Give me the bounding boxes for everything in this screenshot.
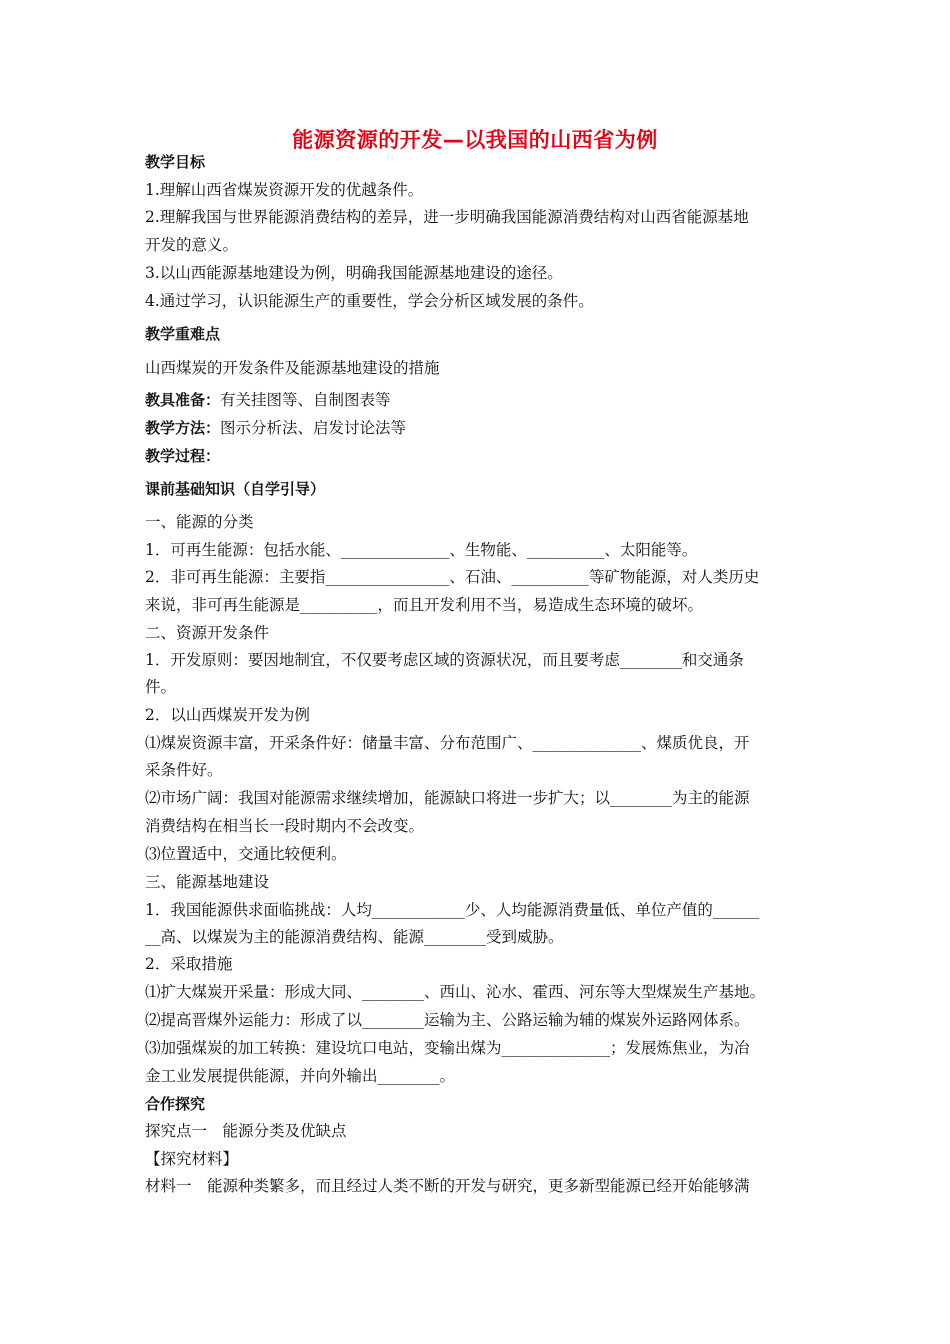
prestudy-line: ⑶加强煤炭的加工转换：建设坑口电站，变输出煤为______________；发展炼焦业，为冶 xyxy=(145,1039,750,1057)
process-heading: 教学过程： xyxy=(145,447,221,465)
prestudy-line: 2．非可再生能源：主要指________________、石油、__________等矿物能源，对人类历史 xyxy=(145,568,760,586)
objective-item: 开发的意义。 xyxy=(145,236,239,254)
objective-item: 2.理解我国与世界能源消费结构的差异，进一步明确我国能源消费结构对山西省能源基地 xyxy=(145,208,749,226)
prestudy-line: 来说，非可再生能源是__________，而且开发利用不当，易造成生态环境的破坏。 xyxy=(145,596,704,614)
prestudy-line: ⑴扩大煤炭开采量：形成大同、________、西山、沁水、霍西、河东等大型煤炭生产基地。 xyxy=(145,983,766,1001)
prestudy-line: 件。 xyxy=(145,678,177,696)
cooperation-heading: 合作探究 xyxy=(145,1095,206,1113)
methods-line xyxy=(145,418,406,438)
keypoints-heading: 教学重难点 xyxy=(145,325,221,343)
tools-line xyxy=(145,390,391,410)
exploration-point: 探究点一 能源分类及优缺点 xyxy=(145,1122,347,1140)
prestudy-line: 一、能源的分类 xyxy=(145,513,254,531)
prestudy-line: 1．开发原则：要因地制宜，不仅要考虑区域的资源状况，而且要考虑________和交通条 xyxy=(145,651,744,669)
prestudy-line: 金工业发展提供能源，并向外输出________。 xyxy=(145,1067,456,1085)
prestudy-line: 1．我国能源供求面临挑战：人均____________少、人均能源消费量低、单位产值的______ xyxy=(145,901,760,919)
prestudy-line: 1．可再生能源：包括水能、______________、生物能、__________、太阳能等。 xyxy=(145,541,698,559)
prestudy-line: 2．采取措施 xyxy=(145,955,233,973)
objective-item: 3.以山西能源基地建设为例，明确我国能源基地建设的途径。 xyxy=(145,264,563,282)
prestudy-line: 二、资源开发条件 xyxy=(145,624,270,642)
objective-item: 4.通过学习，认识能源生产的重要性，学会分析区域发展的条件。 xyxy=(145,292,594,310)
methods-text: 图示分析法、启发讨论法等 xyxy=(220,419,407,437)
tools-text: 有关挂图等、自制图表等 xyxy=(220,391,391,409)
prestudy-line: 消费结构在相当长一段时期内不会改变。 xyxy=(145,817,425,835)
prestudy-line: __高、以煤炭为主的能源消费结构、能源________受到威胁。 xyxy=(145,928,564,946)
prestudy-line: 2．以山西煤炭开发为例 xyxy=(145,706,310,724)
tools-label: 教具准备： xyxy=(145,391,221,409)
methods-label: 教学方法： xyxy=(145,419,221,437)
prestudy-line: ⑶位置适中，交通比较便利。 xyxy=(145,845,347,863)
prestudy-line: ⑴煤炭资源丰富，开采条件好：储量丰富、分布范围广、______________、煤质优良，开 xyxy=(145,734,750,752)
prestudy-line: ⑵提高晋煤外运能力：形成了以________运输为主、公路运输为辅的煤炭外运路网体系。 xyxy=(145,1011,750,1029)
page-title: 能源资源的开发—以我国的山西省为例 xyxy=(292,128,658,152)
prestudy-heading: 课前基础知识（自学引导） xyxy=(145,480,326,498)
material-line: 材料一 能源种类繁多，而且经过人类不断的开发与研究，更多新型能源已经开始能够满 xyxy=(145,1177,750,1195)
prestudy-line: ⑵市场广阔：我国对能源需求继续增加，能源缺口将进一步扩大；以________为主的能源 xyxy=(145,789,750,807)
keypoints-text: 山西煤炭的开发条件及能源基地建设的措施 xyxy=(145,359,440,377)
material-heading: 【探究材料】 xyxy=(145,1150,239,1168)
objective-item: 1.理解山西省煤炭资源开发的优越条件。 xyxy=(145,181,424,199)
objectives-heading: 教学目标 xyxy=(145,153,206,171)
prestudy-line: 三、能源基地建设 xyxy=(145,873,270,891)
prestudy-line: 采条件好。 xyxy=(145,761,223,779)
